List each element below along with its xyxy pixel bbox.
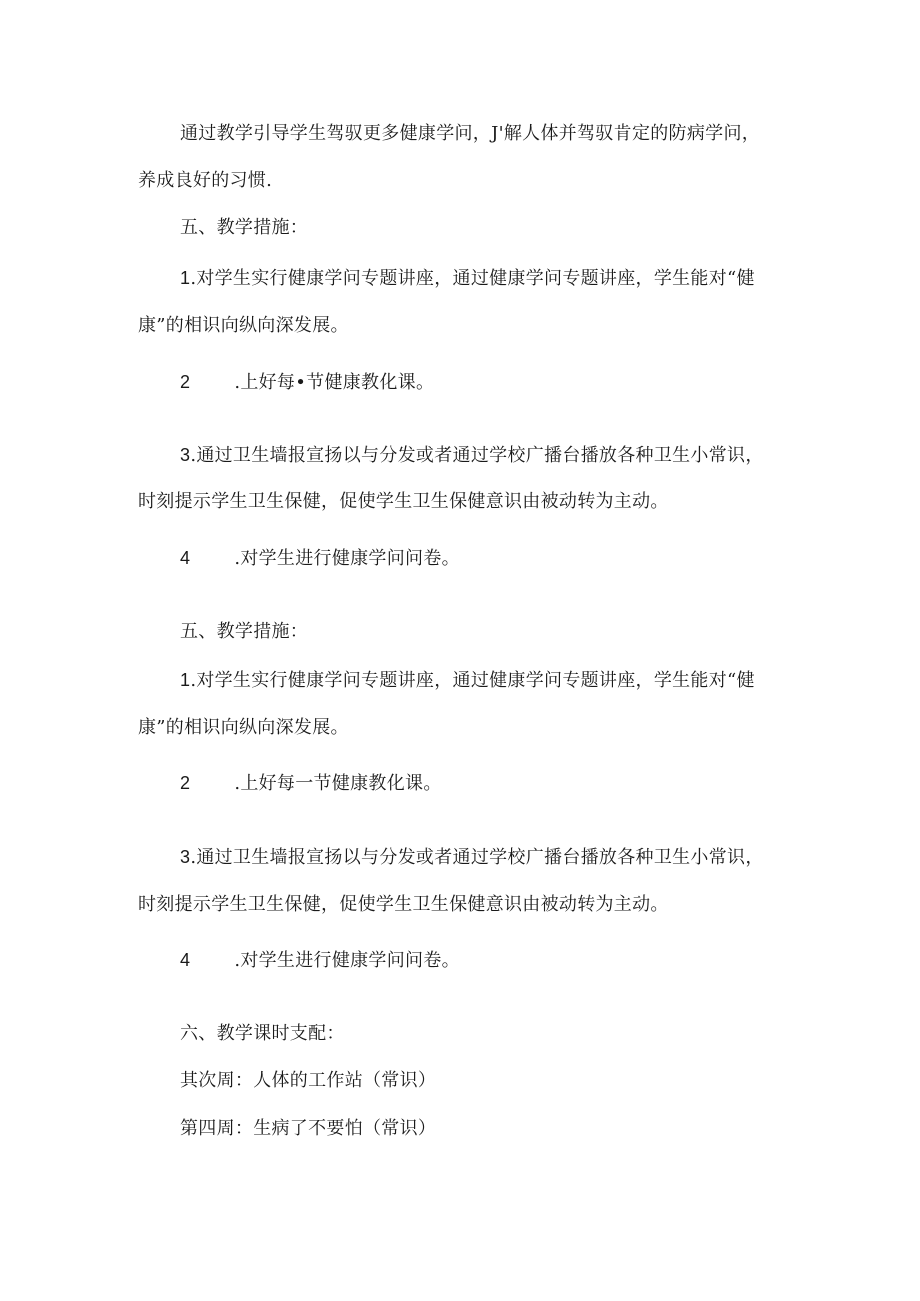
list-number: 2 (180, 773, 191, 793)
list-text: .对学生实行健康学问专题讲座，通过健康学问专题讲座，学生能对“健 (190, 670, 755, 691)
section-b-heading: 五、教学措施： (180, 621, 309, 642)
section-a-item-1-line-1 (180, 266, 755, 291)
section-b-item-1-line-2: 康”的相识向纵向深发展。 (138, 717, 349, 738)
section-b-item-3-line-1 (180, 845, 764, 870)
section-b-item-1-line-1 (180, 668, 755, 693)
section-b-item-2 (180, 771, 442, 796)
schedule-week-1: 其次周：人体的工作站（常识） (180, 1070, 437, 1091)
list-number: 1 (180, 268, 191, 288)
section-a-item-1-line-2: 康”的相识向纵向深发展。 (138, 315, 349, 336)
section-a-item-2 (180, 370, 434, 395)
list-number: 3 (180, 445, 191, 465)
list-number: 4 (180, 548, 191, 568)
section-a-item-3-line-2: 时刻提示学生卫生保健，促使学生卫生保健意识由被动转为主动。 (138, 491, 669, 512)
list-number: 1 (180, 670, 191, 690)
list-text: .对学生进行健康学问问卷。 (234, 950, 460, 971)
section-a-heading: 五、教学措施： (180, 217, 309, 238)
list-text: .通过卫生墙报宣扬以与分发或者通过学校广播台播放各种卫生小常识， (190, 847, 764, 868)
list-number: 2 (180, 372, 191, 392)
list-number: 3 (180, 847, 191, 867)
schedule-week-2: 第四周：生病了不要怕（常识） (180, 1118, 437, 1139)
section-b-item-4 (180, 948, 460, 973)
section-a-item-4 (180, 546, 460, 571)
list-number: 4 (180, 950, 191, 970)
intro-line-2: 养成良好的习惯. (138, 170, 273, 191)
intro-line-1: 通过教学引导学生驾驭更多健康学问，J'解人体并驾驭肯定的防病学问， (180, 123, 761, 144)
list-text: .上好每•节健康教化课。 (234, 372, 435, 393)
list-text: .上好每一节健康教化课。 (234, 773, 442, 794)
section-b-item-3-line-2: 时刻提示学生卫生保健，促使学生卫生保健意识由被动转为主动。 (138, 894, 669, 915)
section-c-heading: 六、教学课时支配： (180, 1023, 345, 1044)
section-a-item-3-line-1 (180, 443, 764, 468)
list-text: .对学生进行健康学问问卷。 (234, 548, 460, 569)
list-text: .通过卫生墙报宣扬以与分发或者通过学校广播台播放各种卫生小常识， (190, 445, 764, 466)
list-text: .对学生实行健康学问专题讲座，通过健康学问专题讲座，学生能对“健 (190, 268, 755, 289)
